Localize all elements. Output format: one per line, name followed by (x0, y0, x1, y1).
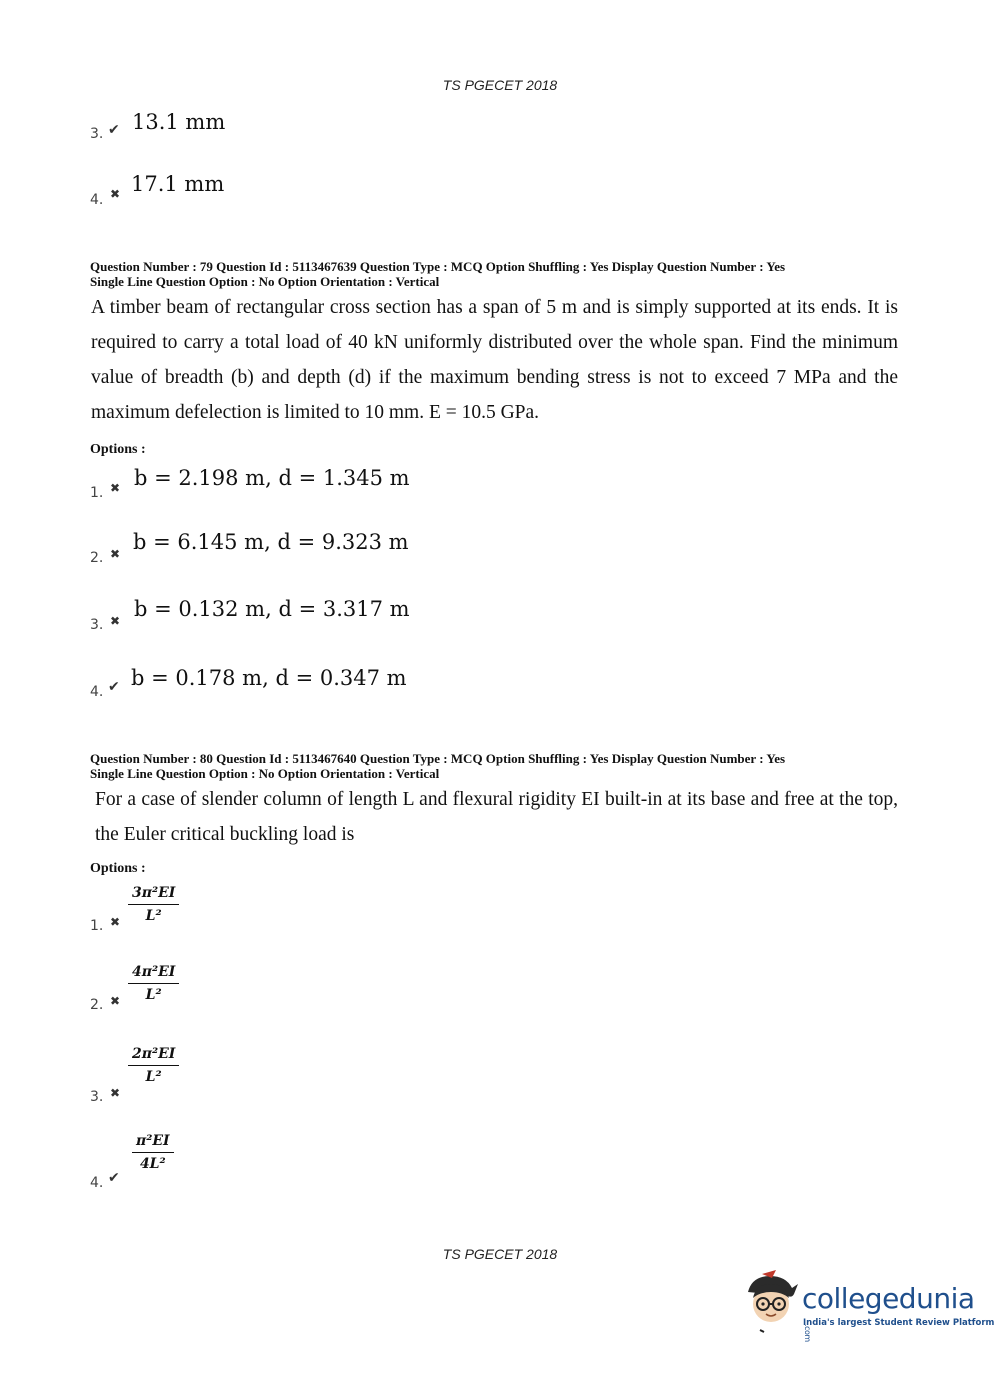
option-number: 4. (90, 684, 104, 700)
option-fraction (128, 884, 179, 925)
options-label: Options : (90, 442, 146, 457)
question-meta-line1: Question Number : 79 Question Id : 5113467639 Question Type : MCQ Option Shuffling : Yes Display Question Number : Yes (90, 259, 786, 274)
brand-name (802, 1282, 975, 1348)
cross-icon: ✖ (110, 915, 121, 929)
fraction-numerator: π²EI (132, 1132, 174, 1153)
question-meta-line2: Single Line Question Option : No Option Orientation : Vertical (90, 274, 440, 289)
option-number: 2. (90, 997, 104, 1013)
options-label: Options : (90, 861, 146, 876)
brand-wordmark: collegedunia (802, 1282, 975, 1315)
option-number: 1. (90, 485, 104, 501)
option-number: 3. (90, 617, 104, 633)
option-fraction (128, 963, 179, 1004)
option-number: 3. (90, 126, 104, 142)
question-meta (90, 751, 910, 781)
option-number: 3. (90, 1089, 104, 1105)
option-fraction (128, 1045, 179, 1086)
option-fraction (132, 1132, 174, 1173)
cross-icon: ✖ (110, 1086, 121, 1100)
question-meta-line2: Single Line Question Option : No Option Orientation : Vertical (90, 766, 440, 781)
option-text: 13.1 mm (132, 110, 226, 134)
option-number: 2. (90, 550, 104, 566)
mascot-icon (742, 1270, 800, 1336)
page-footer: TS PGECET 2018 (442, 1246, 558, 1262)
cross-icon: ✖ (110, 481, 121, 495)
check-icon: ✔ (108, 1170, 120, 1186)
option-number: 4. (90, 192, 104, 208)
question-meta-line1: Question Number : 80 Question Id : 5113467640 Question Type : MCQ Option Shuffling : Yes Display Question Number : Yes (90, 751, 786, 766)
fraction-denominator: L² (145, 908, 162, 924)
question-text: For a case of slender column of length L and flexural rigidity EI built-in at its base and free at the top, the Euler critical buckling load is (95, 789, 898, 845)
cross-icon: ✖ (110, 547, 121, 561)
option-text: b = 6.145 m, d = 9.323 m (133, 530, 409, 554)
check-icon: ✔ (108, 679, 120, 695)
option-number: 1. (90, 918, 104, 934)
cross-icon: ✖ (110, 994, 121, 1008)
brand-suffix: .com (803, 1324, 812, 1342)
question-meta (90, 259, 910, 289)
brand-tagline: India's largest Student Review Platform (803, 1318, 995, 1328)
page-header: TS PGECET 2018 (442, 77, 558, 93)
option-text: 17.1 mm (131, 172, 225, 196)
option-text: b = 0.178 m, d = 0.347 m (131, 666, 407, 690)
option-text: b = 0.132 m, d = 3.317 m (134, 597, 410, 621)
fraction-numerator: 3π²EI (128, 884, 179, 905)
cross-icon: ✖ (110, 187, 121, 201)
fraction-numerator: 2π²EI (128, 1045, 179, 1066)
fraction-numerator: 4π²EI (128, 963, 179, 984)
fraction-denominator: 4L² (139, 1156, 166, 1172)
fraction-denominator: L² (145, 1069, 162, 1085)
fraction-denominator: L² (145, 987, 162, 1003)
option-number: 4. (90, 1175, 104, 1191)
question-text: A timber beam of rectangular cross section has a span of 5 m and is simply supported at its ends. It is required to carry a total load of 40 kN uniformly distributed over the whole span. Find the minimum value of breadth (b) and depth (d) if the maximum bending stress is not to exceed 7 MPa and the maximum defelection is limited to 10 mm. E = 10.5 GPa. (91, 297, 898, 423)
check-icon: ✔ (108, 122, 120, 138)
cross-icon: ✖ (110, 614, 121, 628)
collegedunia-logo (742, 1270, 995, 1342)
option-text: b = 2.198 m, d = 1.345 m (134, 466, 410, 490)
